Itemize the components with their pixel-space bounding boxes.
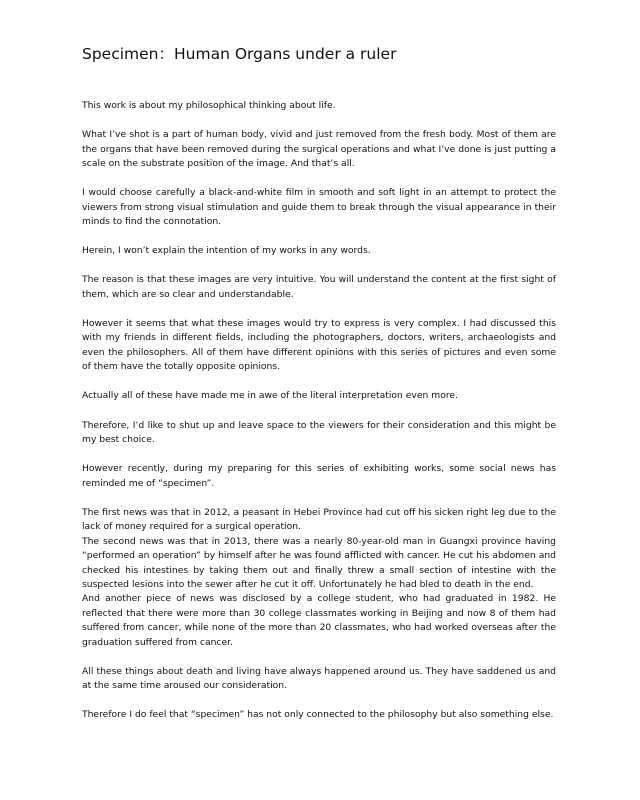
paragraph-shut-up: Therefore, I’d like to shut up and leave space to the viewers for their consideration and this might be my best choice. <box>82 419 556 446</box>
paragraph-no-explanation: Herein, I won’t explain the intention of my works in any words. <box>82 245 371 257</box>
paragraph-social-news: However recently, during my preparing for this series of exhibiting works, some social news has reminded me of “specimen”. <box>82 463 556 489</box>
paragraph-second-news: The second news was that in 2013, there was a nearly 80-year-old man in Guangxi province having “performed an operation” by himself after he was found afflicted with cancer. He cut his abdomen and checked his intestines by taking them out and finally threw a small section of intestine with the suspected lesions into the sewer after he cut it off. Unfortunately he had bled to death in the end. <box>82 535 556 590</box>
paragraph-death-living: All these things about death and living have always happened around us. They have saddened us and at the same time aroused our consideration. <box>82 665 556 692</box>
paragraph-reason: The reason is that these images are very intuitive. You will understand the content at the first sight of them, which are so clear and understandable. <box>82 274 556 300</box>
paragraph-awe: Actually all of these have made me in awe of the literal interpretation even more. <box>82 390 458 402</box>
paragraph-what-shot: What I’ve shot is a part of human body, vivid and just removed from the fresh body. Most of them are the organs that have been removed during the surgical operations and what I’ve done is just putting a scale on the substrate position of the image. And that’s all. <box>82 129 556 170</box>
paragraph-first-news: The first news was that in 2012, a peasant in Hebei Province had cut off his sicken right leg due to the lack of money required for a surgical operation. <box>82 506 556 533</box>
paragraph-third-news: And another piece of news was disclosed by a college student, who had graduated in 1982. He reflected that there were more than 30 college classmates working in Beijing and now 8 of them had suffered from cancer, while none of the more than 20 classmates, who had worked overseas after the graduation suffered from cancer. <box>82 593 556 648</box>
paragraph-conclusion: Therefore I do feel that “specimen” has not only connected to the philosophy but also something else. <box>82 709 554 721</box>
paragraph-film-choice: I would choose carefully a black-and-white film in smooth and soft light in an attempt to protect the viewers from strong visual stimulation and guide them to break through the visual appearance in their minds to find the connotation. <box>82 187 556 228</box>
document-title: Specimen：Human Organs under a ruler <box>82 45 397 63</box>
paragraph-intro: This work is about my philosophical thinking about life. <box>82 100 336 111</box>
document-body <box>82 99 556 738</box>
paragraph-complexity: However it seems that what these images would try to express is very complex. I had discussed this with my friends in different fields, including the photographers, doctors, writers, archaeologists and even the philosophers. All of them have different opinions with this series of pictures and even some of them have the totally opposite opinions. <box>82 318 556 373</box>
